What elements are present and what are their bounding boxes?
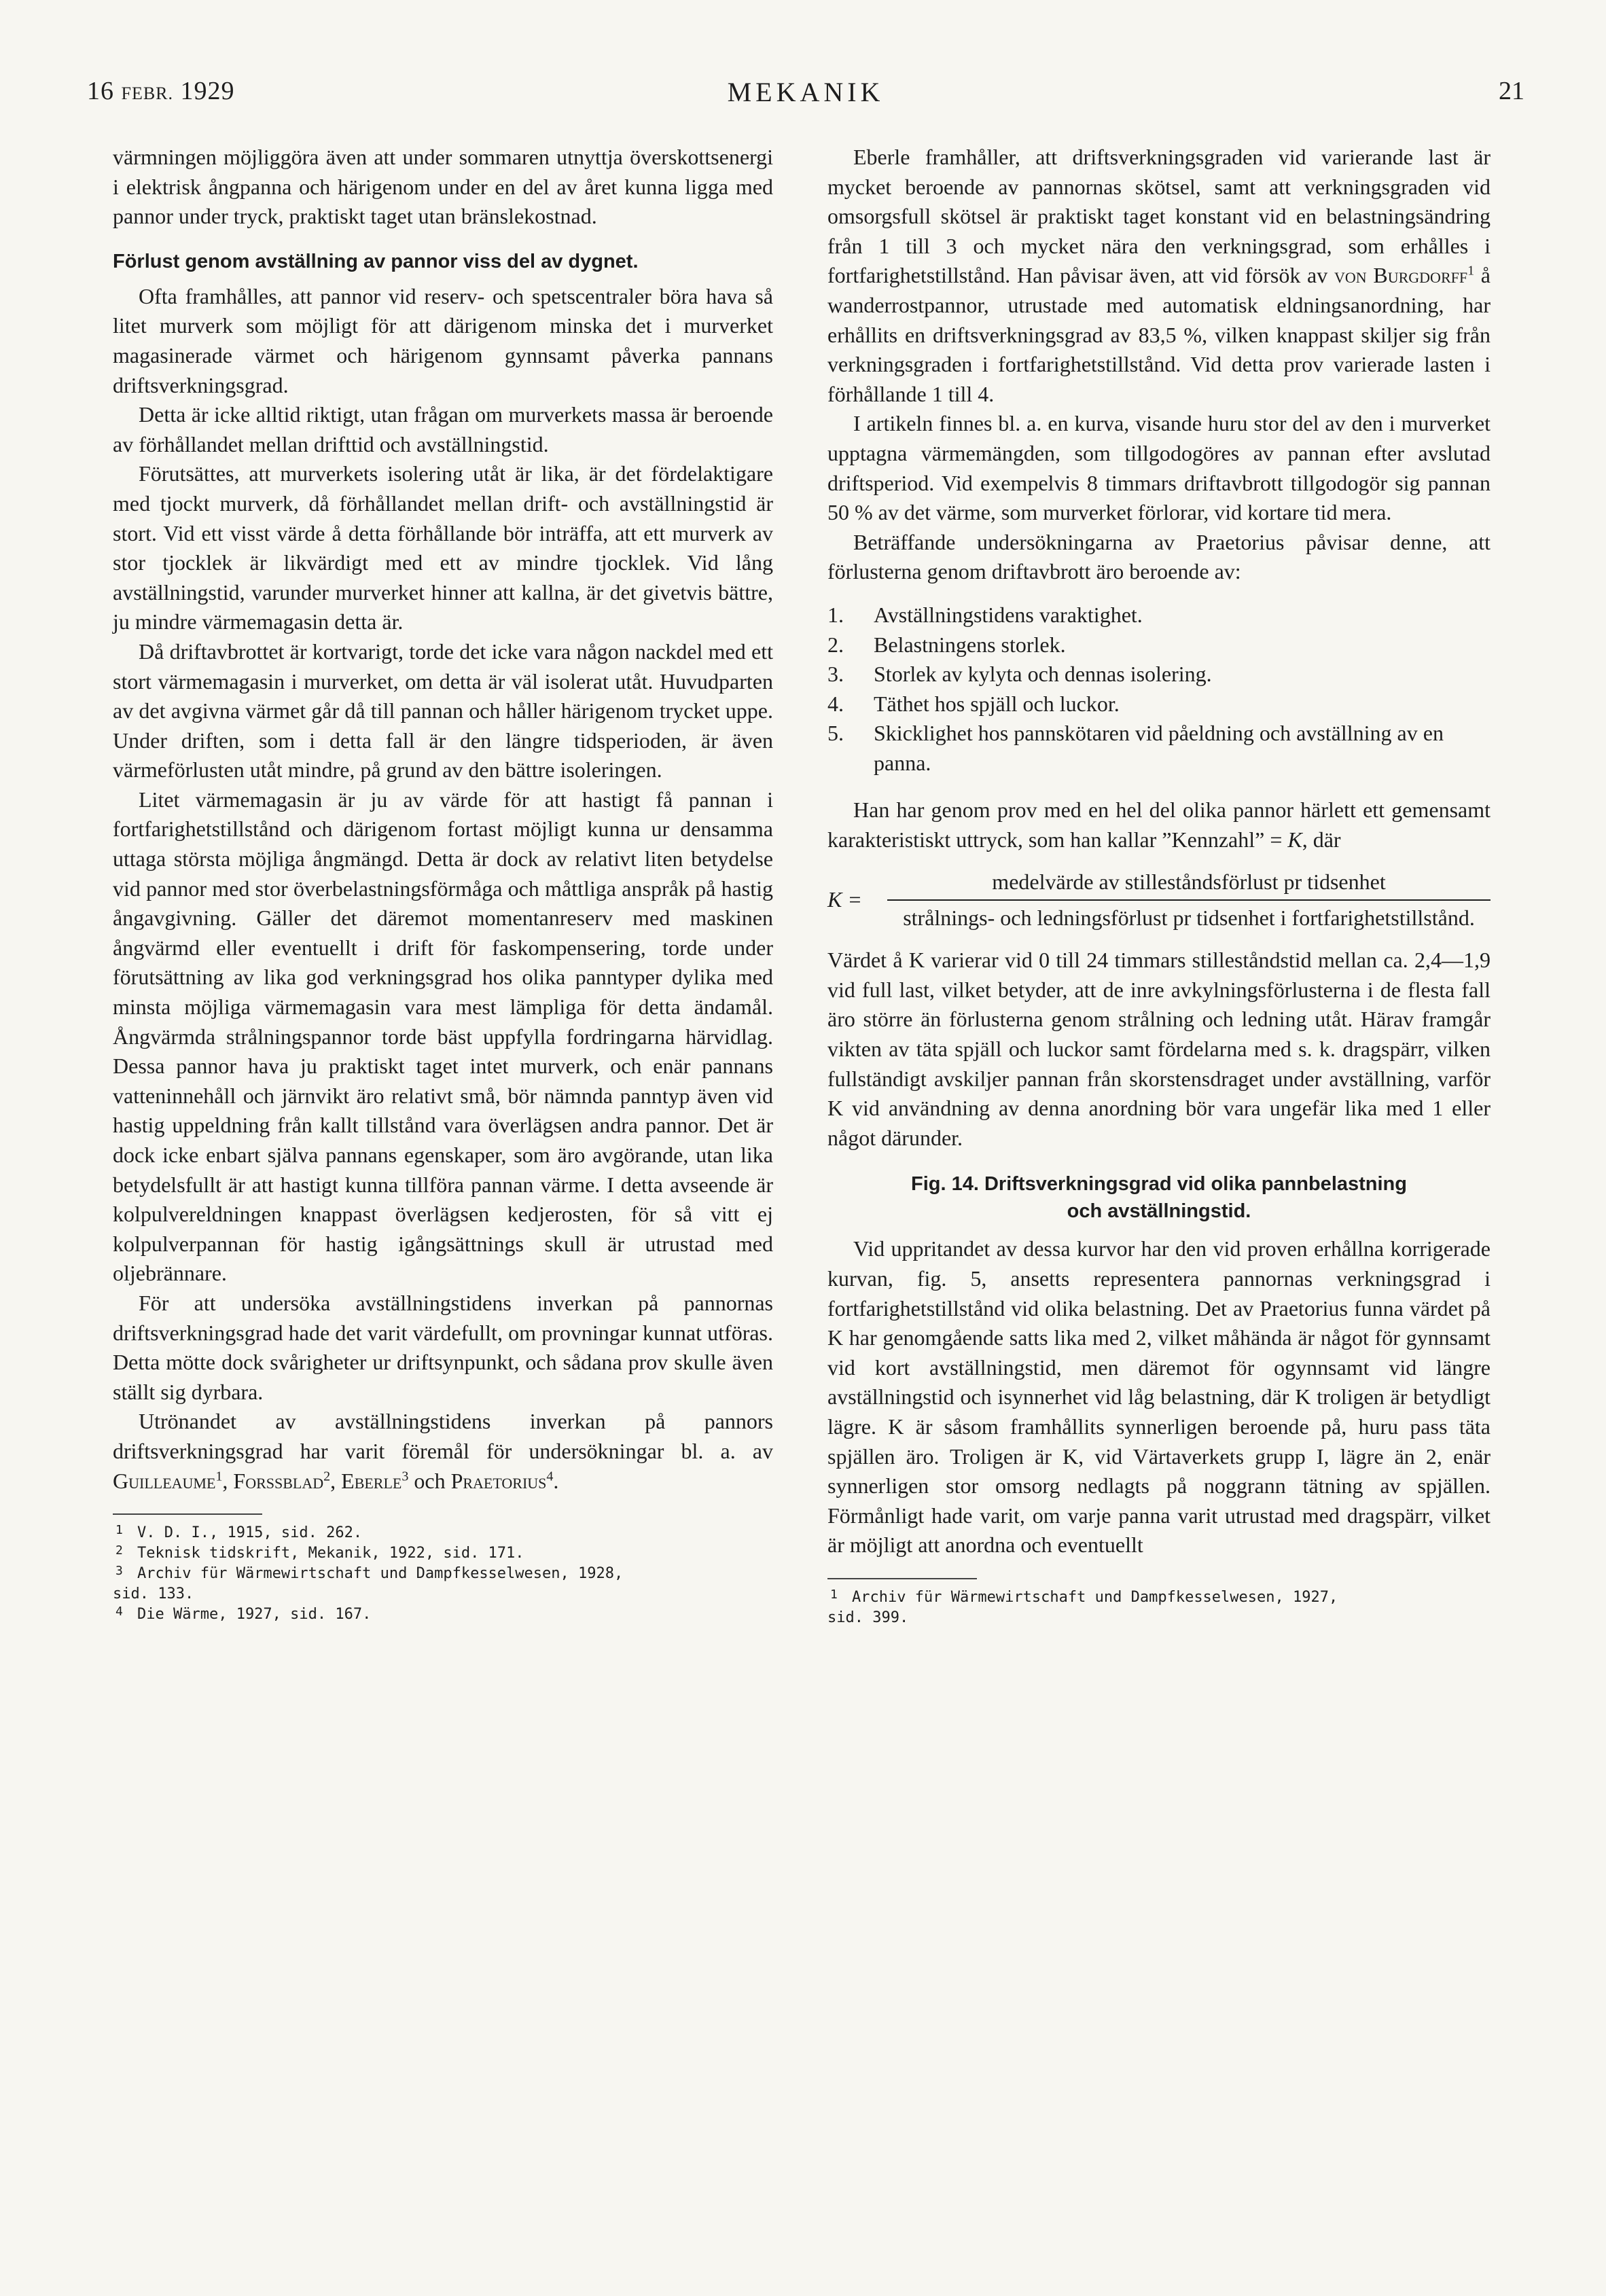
footnotes [827,1588,1491,1628]
author-name: Eberle [341,1468,402,1493]
kennzahl-formula [827,867,1491,933]
author-prefix: von [1334,263,1367,288]
formula-denominator: strålnings- och ledningsförlust pr tidsenhet i fortfarighetstillstånd. [903,905,1475,931]
footnote: 2 Teknisk tidskrift, Mekanik, 1922, sid. 171. [115,1543,524,1562]
left-column [113,143,773,1625]
page-header [87,76,1524,117]
footnote-ref[interactable]: 1 [1467,263,1475,279]
footnote: 4 Die Wärme, 1927, sid. 167. [115,1604,372,1624]
footnote-continuation: sid. 399. [827,1609,909,1626]
footnote-ref[interactable]: 2 [323,1468,331,1484]
formula-numerator: medelvärde av stilleståndsförlust pr tidsenhet [887,867,1491,901]
paragraph: Utrönandet av avställningstidens inverkan på pannors driftsverkningsgrad har varit föremål för undersökningar bl. a. av Guilleaume$^1$, Forssblad$^2$, Eberle$^3$ och Praetorius$^4$. [113,1409,773,1493]
paragraph: Värdet å K varierar vid 0 till 24 timmars stilleståndstid mellan ca. 2,4—1,9 vid full last, vilket betyder, att de inre avkylningsförlusterna i de flesta fall äro större än förlusterna genom strålning och ledning utåt. Härav framgår vikten av täta spjäll och luckor samt fördelarna med s. k. dragspärr, vilken fullständigt avskiljer pannan från skorstensdraget under avställning, varför K vid användning av denna anordning bör vara ungefär lika med 1 eller något därunder. [827,948,1491,1150]
paragraph: Litet värmemagasin är ju av värde för att hastigt få pannan i fortfarighetstillstånd och därigenom fortast möjligt kunna ur densamma uttaga största möjliga ångmängd. Detta är dock av relativt liten betydelse vid pannor med stor överbelastningsförmåga och måttliga anspråk på hastig ångavgivning. Gäller det däremot momentanreserv med maskinen ångvärmd eller eventuellt i drift för faskompensering, torde under förutsättning av lika god verkningsgrad hos olika panntyper dylika med minsta möjliga värmemagasin vara mest lämpliga för detta ändamål. Ångvärmda strålningspannor torde bäst uppfylla fordringarna härvidlag. Dessa pannor hava ju praktiskt taget intet murverk, och enär pannans vatteninnehåll och järnvikt äro relativt små, bör nämnda panntyp även vid hastig uppeldning från kallt tillstånd vara överlägsen andra pannor. Det är dock icke enbart själva pannans egenskaper, som äro avgörande, utan lika betydelsfullt är att hastigt kunna tillföra pannan värme. I detta avseende är kolpulvereldningen knappast överlägsen kedjerosten, för så vitt ej kolpulverpannan för hastig igångsättnings skull är utrustad med oljebrännare. [113,787,773,1286]
list-item: 3. Storlek av kylyta och dennas isolering. [827,662,1212,687]
author-name: Burgdorff [1373,263,1468,288]
page-number: 21 [1499,77,1524,105]
paragraph: Ofta framhålles, att pannor vid reserv- och spetscentraler böra hava så litet murverk som möjligt för att därigenom minska det i murverket magasinerade värmet och härigenom gynnsamt påverka pannans driftsverkningsgrad. [113,283,773,397]
footnote: 3 Archiv für Wärmewirtschaft und Dampfkesselwesen, 1928, [115,1564,624,1583]
list-item: 2. Belastningens storlek. [827,632,1066,657]
footnote-ref[interactable]: 4 [546,1468,554,1484]
paragraph: Han har genom prov med en hel del olika pannor härlett ett gemensamt karakteristiskt uttryck, som han kallar ”Kennzahl” = K, där [827,797,1491,853]
footnote-ref[interactable]: 3 [401,1468,409,1484]
author-name: Forssblad [233,1468,324,1493]
right-column [827,143,1491,1628]
list-item: 1. Avställningstidens varaktighet. [827,602,1143,627]
paragraph: Förutsättes, att murverkets isolering utåt är lika, är det fördelaktigare med tjockt murverk, då förhållandet mellan drift- och avställningstid är stort. Vid ett visst värde å detta förhållande bör inträffa, att ett murverk av stor tjocklek är likvärdigt med ett av mindre tjocklek. Vid lång avställningstid, varunder murverket hinner att kallna, är det givetvis bättre, ju mindre värmemagasin detta är. [113,461,773,634]
author-name: Praetorius [450,1468,547,1493]
footnote-continuation: sid. 133. [113,1585,194,1603]
paragraph: Eberle framhåller, att driftsverkningsgraden vid varierande last är mycket beroende av pannornas skötsel, samt att verkningsgraden vid omsorgsfull skötsel är praktiskt taget konstant vid en belastningsändring från 1 till 3 och mycket nära den verkningsgrad, som erhålles i fortfarighetstillstånd. Han påvisar även, att vid försök av von Burgdorff$^1$ å wanderrostpannor, utrustade med automatisk eldningsanordning, har erhållits en driftsverkningsgrad av 83,5 %, vilken knappast skiljer sig från verkningsgraden i fortfarighetstillstånd. Vid detta prov varierade lasten i förhållande 1 till 4. [827,145,1491,406]
paragraph: För att undersöka avställningstidens inverkan på pannornas driftsverkningsgrad hade det varit värdefullt, om provningar kunnat utföras. Detta mötte dock svårigheter ur driftsynpunkt, och sådana prov skulle även ställt sig dyrbara. [113,1290,773,1404]
footnote: 1 Archiv für Wärmewirtschaft und Dampfkesselwesen, 1927, [830,1587,1338,1606]
paragraph: Detta är icke alltid riktigt, utan frågan om murverkets massa är beroende av förhållandet mellan drifttid och avställningstid. [113,402,773,456]
paragraph: Då driftavbrottet är kortvarigt, torde det icke vara någon nackdel med ett stort värmemagasin i murverket, om detta är väl isolerat utåt. Huvudparten av det avgivna värmet går då till pannan och håller härigenom trycket uppe. Under driften, som i detta fall är den längre tidsperioden, är även värmeförlusten utåt mindre, på grund av den bättre isoleringen. [113,639,773,783]
footnote: 1 V. D. I., 1915, sid. 262. [115,1523,363,1542]
journal-title: MEKANIK [727,77,885,107]
issue-date: 16 FEBR. 1929 [87,77,235,105]
list-item: 5. Skicklighet hos pannskötaren vid påeldning och avställning av en panna. [827,721,1444,775]
footnote-ref[interactable]: 1 [215,1468,223,1484]
figure-caption: Fig. 14. Driftsverkningsgrad vid olika pannbelastning och avställningstid. [911,1173,1407,1223]
footnote-divider [113,1513,262,1515]
factor-list [827,600,1491,778]
paragraph: Vid uppritandet av dessa kurvor har den vid proven erhållna korrigerade kurvan, fig. 5, ansetts representera pannornas verkningsgrad i fortfarighetstillstånd vid olika belastning. Det av Praetorius funna värdet på K har genomgående satts lika med 2, vilket måhända är något för gynnsamt vid kort avställningstid, men däremot för ogynnsamt vid längre avställningstid och isynnerhet vid låg belastning, där K troligen är betydligt lägre. K är såsom framhållits synnerligen beroende på, huru pass täta spjällen äro. Troligen är K, vid Värtaverkets grupp I, lägre än 2, enär synnerligen stor omsorg nedlagts på noggrann tätning av spjällen. Förmånligt hade varit, om varje panna varit utrustad med dragspärr, vilket är möjligt att anordna och eventuellt [827,1236,1491,1558]
footnote-divider [827,1578,977,1579]
author-name: Guilleaume [113,1468,216,1493]
formula-fraction [887,867,1491,933]
paragraph: Beträffande undersökningarna av Praetorius påvisar denne, att förlusterna genom driftavbrott äro beroende av: [827,529,1491,584]
paragraph: I artikeln finnes bl. a. en kurva, visande huru stor del av den i murverket upptagna värmemängden, som tillgodogöres av pannan efter avslutad driftsperiod. Vid exempelvis 8 timmars driftavbrott tillgodogör sig pannan 50 % av det värme, som murverket förlorar, vid kortare tid mera. [827,411,1491,525]
paragraph: värmningen möjliggöra även att under sommaren utnyttja överskottsenergi i elektrisk ångpanna och härigenom under en del av året kunna ligga med pannor under tryck, praktiskt taget utan bränslekostnad. [113,145,773,229]
section-heading: Förlust genom avställning av pannor viss del av dygnet. [113,250,639,272]
footnotes [113,1523,773,1625]
list-item: 4. Täthet hos spjäll och luckor. [827,691,1120,716]
formula-lhs: K = [827,886,862,912]
